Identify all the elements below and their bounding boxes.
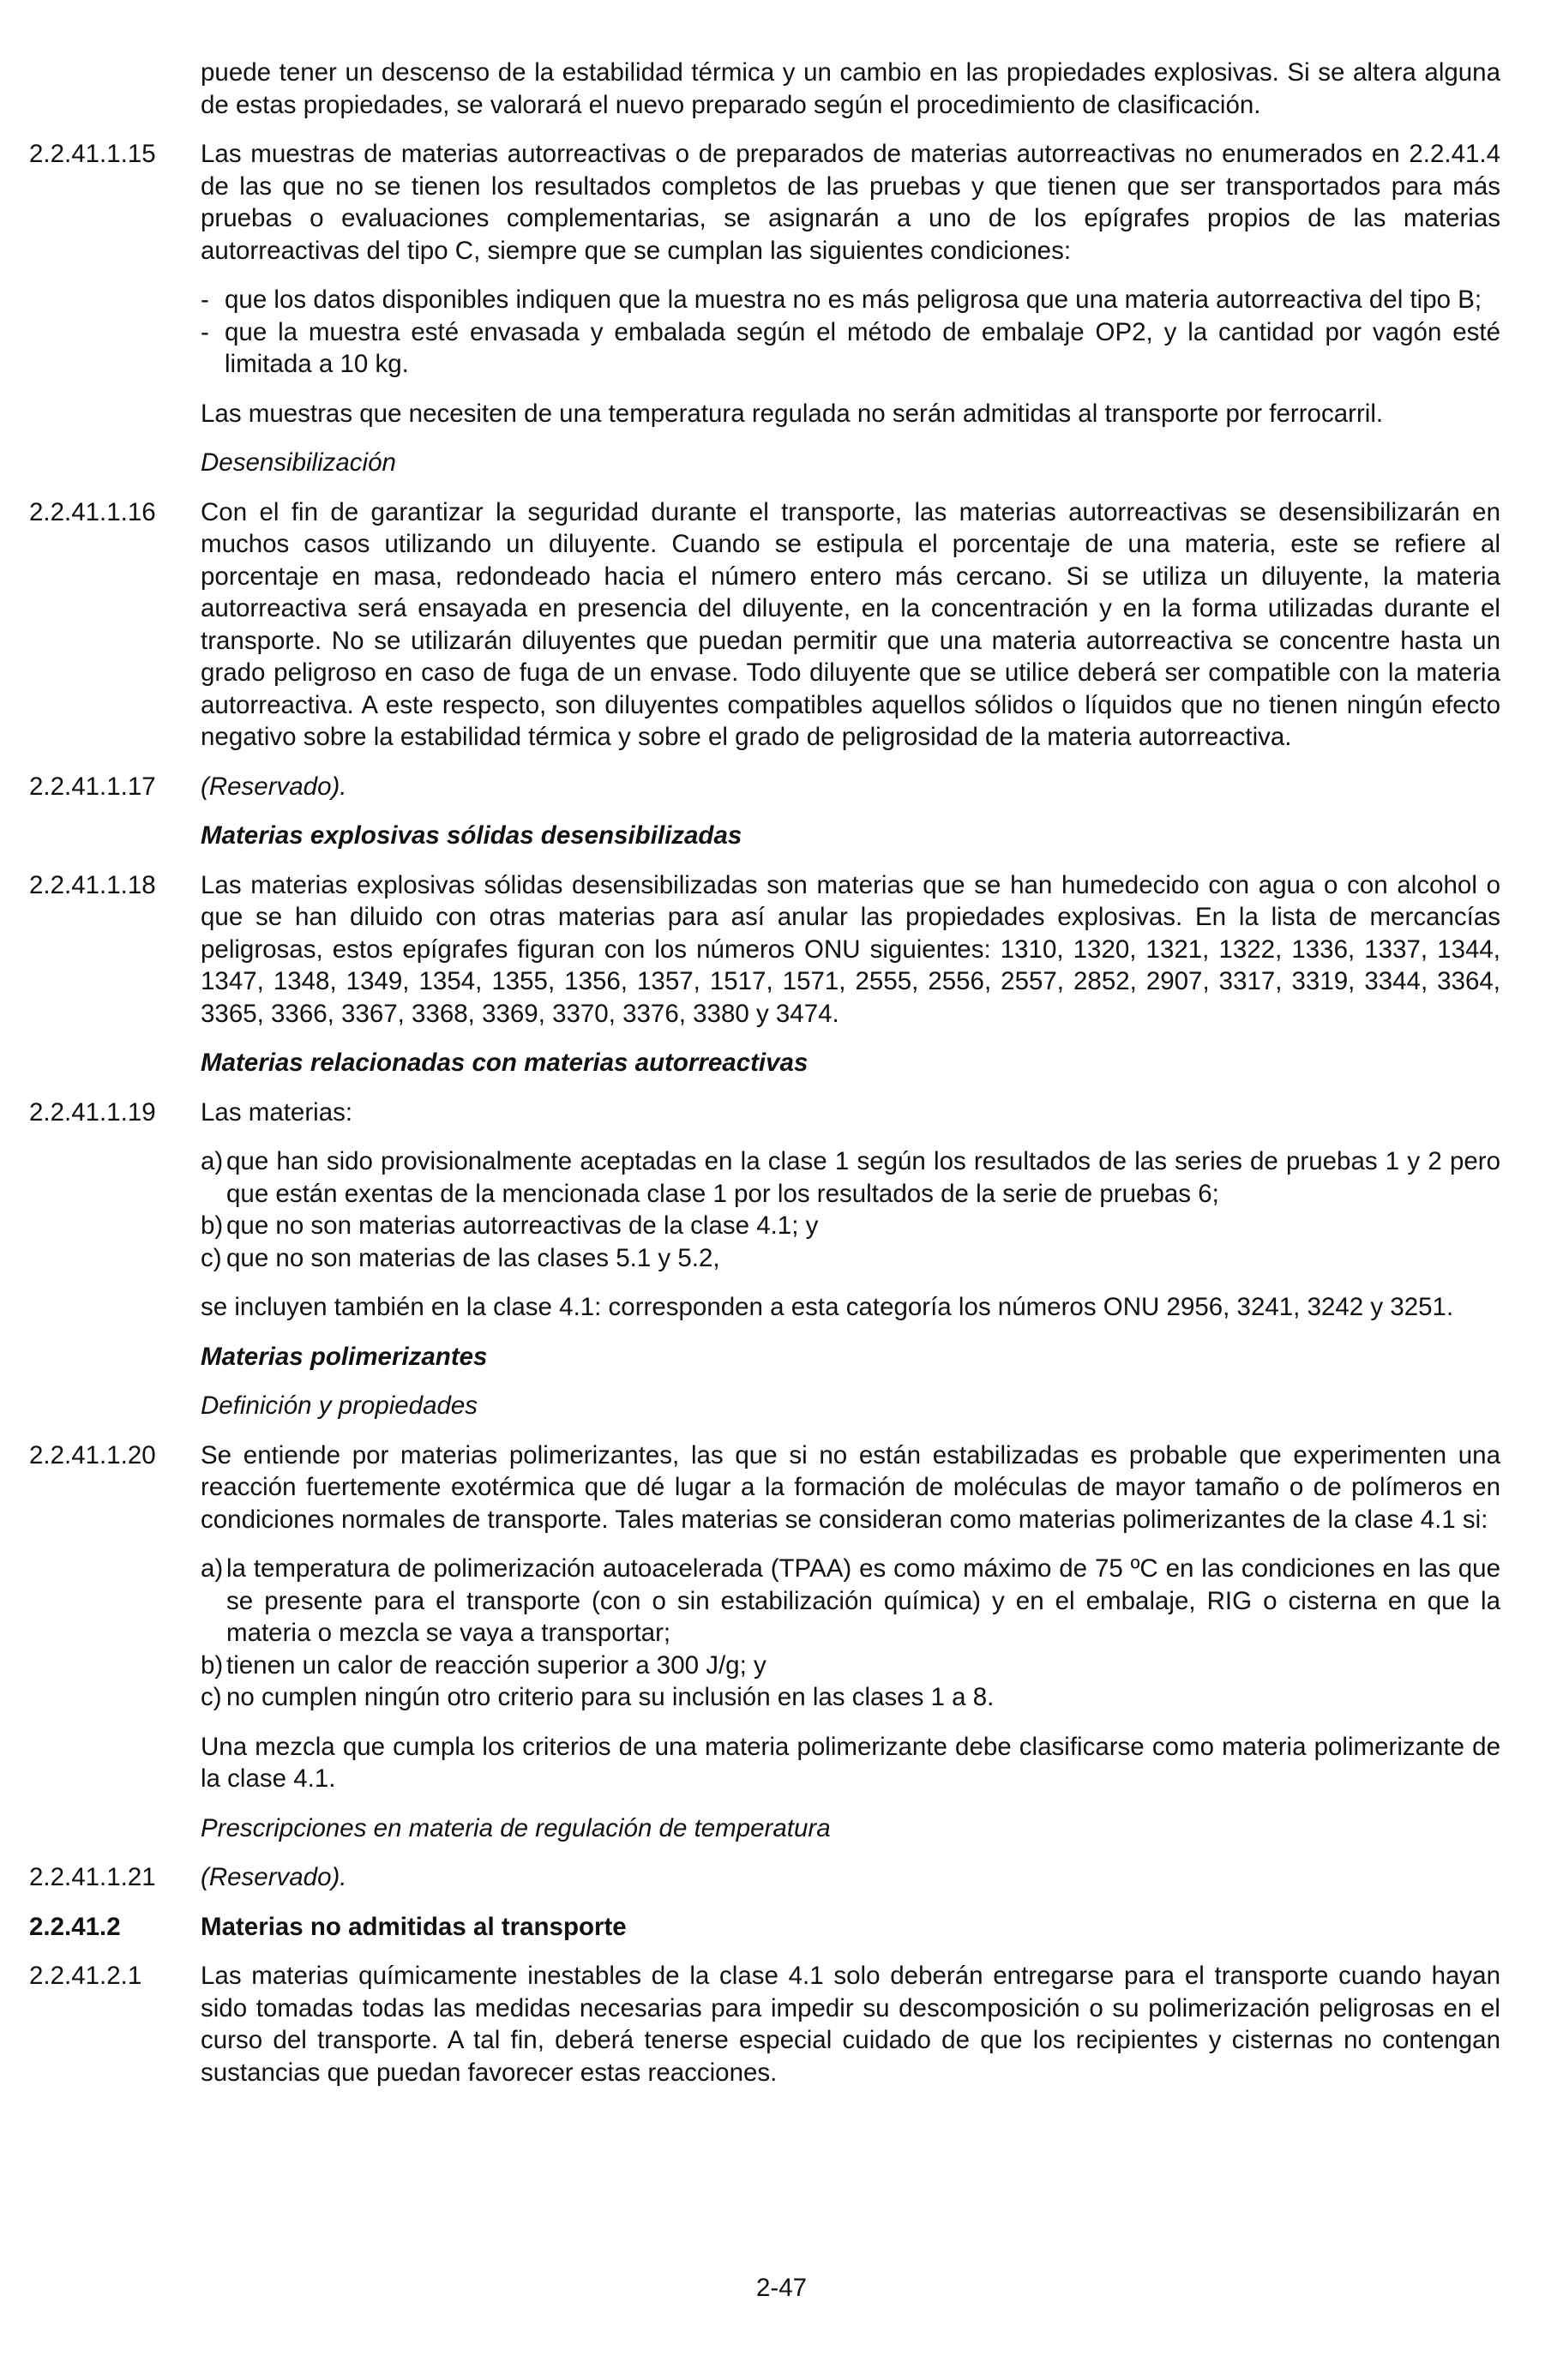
list-item-text: la temperatura de polimerización autoacelerada (TPAA) es como máximo de 75 ºC en las condiciones en las que se presente para el transporte (con o sin estabilización química) y en el embalaje, RIG o cisterna en que la materia o mezcla se vaya a transportar; <box>226 1554 1500 1647</box>
item-letter: b) <box>201 1211 224 1240</box>
section-text: Las materias explosivas sólidas desensibilizadas son materias que se han humedecido con agua o con alcohol o que se han diluido con otras materias para así anular las propiedades explosivas. En la lista de mercancías peligrosas, estos epígrafes figuran con los números ONU siguientes: 1310, 1320, 1321, 1322, 1336, 1337, 1344, 1347, 1348, 1349, 1354, 1355, 1356, 1357, 1517, 1571, 2555, 2556, 2557, 2852, 2907, 3317, 3319, 3344, 3364, 3365, 3366, 3367, 3368, 3369, 3370, 3376, 3380 y 3474. <box>201 870 1500 1028</box>
list-item <box>201 1242 1500 1275</box>
section-text: Las materias: <box>201 1097 353 1127</box>
section-20-note <box>29 1731 1500 1795</box>
intro-text: puede tener un descenso de la estabilidad térmica y un cambio en las propiedades explosivas. Si se altera alguna de estas propiedades, se valorará el nuevo preparado según el procedimiento de clasificación. <box>201 58 1500 119</box>
section-2-2-41-1-15 <box>29 138 1500 267</box>
page-content <box>29 57 1500 2106</box>
subheading-polimerizantes <box>29 1341 1500 1373</box>
list-item <box>201 284 1500 316</box>
list-item-text: que la muestra esté envasada y embalada según el método de embalaje OP2, y la cantidad por vagón esté limitada a 10 kg. <box>225 317 1500 378</box>
list-item-text: que han sido provisionalmente aceptadas en la clase 1 según los resultados de las series de pruebas 1 y 2 pero que están exentas de la mencionada clase 1 por los resultados de la serie de pruebas 6; <box>226 1147 1500 1208</box>
subheading-text: Prescripciones en materia de regulación de temperatura <box>201 1813 831 1842</box>
list-item-text: tienen un calor de reacción superior a 300 J/g; y <box>226 1650 766 1680</box>
subheading-text: Desensibilización <box>201 448 396 477</box>
note-text: Las muestras que necesiten de una temperatura regulada no serán admitidas al transporte por ferrocarril. <box>201 399 1384 428</box>
list-item-text: que los datos disponibles indiquen que la muestra no es más peligrosa que una materia autorreactiva del tipo B; <box>225 285 1482 314</box>
section-15-bullets <box>29 284 1500 381</box>
list-item <box>201 316 1500 381</box>
section-2-2-41-1-20 <box>29 1439 1500 1536</box>
list-item-text: que no son materias autorreactivas de la clase 4.1; y <box>226 1211 819 1240</box>
list-item <box>201 1210 1500 1242</box>
subheading-text: Materias explosivas sólidas desensibilizadas <box>201 821 742 850</box>
section-19-items <box>29 1145 1500 1274</box>
section-text: (Reservado). <box>201 1863 347 1891</box>
section-2-2-41-2 <box>29 1911 1500 1944</box>
section-number: 2.2.41.1.15 <box>29 140 156 168</box>
section-text: Las materias químicamente inestables de la clase 4.1 solo deberán entregarse para el transporte cuando hayan sido tomadas todas las medidas necesarias para impedir su descomposición o su polimerización peligrosas en el curso del transporte. A tal fin, deberá tenerse especial cuidado de que los recipientes y cisternas no contengan sustancias que puedan favorecer estas reacciones. <box>201 1962 1500 2087</box>
subheading-text: Definición y propiedades <box>201 1391 478 1420</box>
item-letter: a) <box>201 1554 224 1583</box>
intro-paragraph <box>29 57 1500 121</box>
list-item <box>201 1650 1500 1682</box>
subheading-desensibilizacion <box>29 447 1500 479</box>
subheading-text: Materias polimerizantes <box>201 1342 488 1371</box>
item-letter: b) <box>201 1650 224 1680</box>
list-item-text: que no son materias de las clases 5.1 y 5.2, <box>226 1243 720 1272</box>
section-2-2-41-1-17 <box>29 771 1500 803</box>
section-number: 2.2.41.1.20 <box>29 1440 156 1469</box>
section-number: 2.2.41.1.17 <box>29 772 156 801</box>
section-heading: Materias no admitidas al transporte <box>201 1912 627 1941</box>
list-item-text: no cumplen ningún otro criterio para su inclusión en las clases 1 a 8. <box>226 1683 995 1711</box>
section-text: Se entiende por materias polimerizantes, las que si no están estabilizadas es probable que experimenten una reacción fuertemente exotérmica que dé lugar a la formación de moléculas de mayor tamaño o de polímeros en condiciones normales de transporte. Tales materias se consideran como materias polimerizantes de la clase 4.1 si: <box>201 1440 1500 1534</box>
subheading-definicion <box>29 1390 1500 1422</box>
section-number: 2.2.41.1.19 <box>29 1097 156 1127</box>
note-text: Una mezcla que cumpla los criterios de una materia polimerizante debe clasificarse como materia polimerizante de la clase 4.1. <box>201 1732 1500 1793</box>
section-15-note <box>29 398 1500 430</box>
subheading-relacionadas <box>29 1047 1500 1079</box>
section-2-2-41-1-21 <box>29 1861 1500 1894</box>
item-letter: a) <box>201 1147 224 1175</box>
subheading-explosivas <box>29 820 1500 852</box>
section-number: 2.2.41.1.21 <box>29 1863 156 1891</box>
list-item <box>201 1145 1500 1210</box>
section-2-2-41-1-18 <box>29 869 1500 1031</box>
section-text: Las muestras de materias autorreactivas o de preparados de materias autorreactivas no enumerados en 2.2.41.4 de las que no se tienen los resultados completos de las pruebas y que tienen que ser transportados para más pruebas o evaluaciones complementarias, se asignarán a uno de los epígrafes propios de las materias autorreactivas del tipo C, siempre que se cumplan las siguientes condiciones: <box>201 140 1500 265</box>
item-letter: c) <box>201 1243 222 1272</box>
section-text: (Reservado). <box>201 772 347 801</box>
section-2-2-41-2-1 <box>29 1960 1500 2089</box>
section-20-items <box>29 1553 1500 1714</box>
section-number: 2.2.41.1.16 <box>29 497 156 526</box>
item-letter: c) <box>201 1683 222 1711</box>
note-text: se incluyen también en la clase 4.1: corresponden a esta categoría los números ONU 2956, 3241, 3242 y 3251. <box>201 1293 1454 1321</box>
section-number: 2.2.41.1.18 <box>29 870 156 899</box>
bullet-mark: - <box>201 317 209 346</box>
section-number: 2.2.41.2.1 <box>29 1962 142 1990</box>
section-19-note <box>29 1291 1500 1324</box>
section-number: 2.2.41.2 <box>29 1912 121 1941</box>
subheading-prescripciones <box>29 1812 1500 1845</box>
section-2-2-41-1-19 <box>29 1097 1500 1129</box>
section-2-2-41-1-16 <box>29 496 1500 754</box>
section-text: Con el fin de garantizar la seguridad durante el transporte, las materias autorreactivas se desensibilizarán en muchos casos utilizando un diluyente. Cuando se estipula el porcentaje de una materia, este se refiere al porcentaje en masa, redondeado hacia el número entero más cercano. Si se utiliza un diluyente, la materia autorreactiva será ensayada en presencia del diluyente, en la concentración y en la forma utilizadas durante el transporte. No se utilizarán diluyentes que puedan permitir que una materia autorreactiva se concentre hasta un grado peligroso en caso de fuga de un envase. Todo diluyente que se utilice deberá ser compatible con la materia autorreactiva. A este respecto, son diluyentes compatibles aquellos sólidos o líquidos que no tienen ningún efecto negativo sobre la estabilidad térmica y sobre el grado de peligrosidad de la materia autorreactiva. <box>201 497 1500 751</box>
bullet-mark: - <box>201 285 209 314</box>
subheading-text: Materias relacionadas con materias autorreactivas <box>201 1049 809 1077</box>
list-item <box>201 1553 1500 1650</box>
page-number: 2-47 <box>755 2274 808 2302</box>
list-item <box>201 1681 1500 1714</box>
